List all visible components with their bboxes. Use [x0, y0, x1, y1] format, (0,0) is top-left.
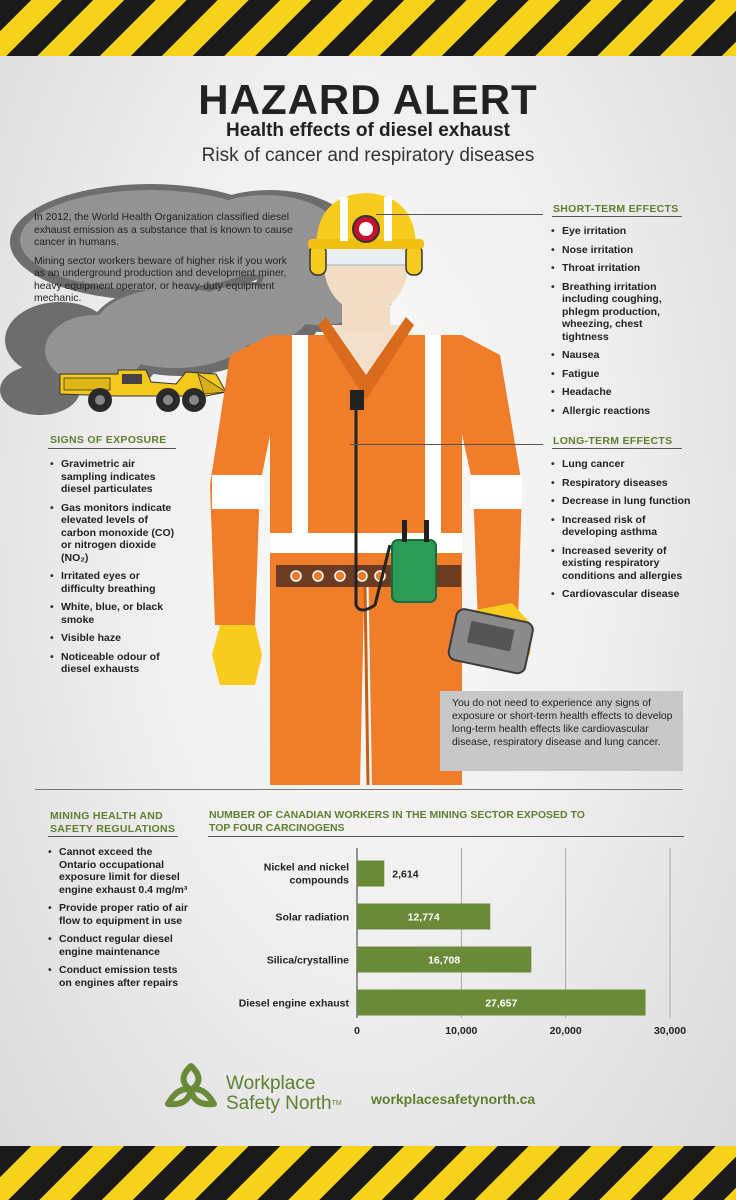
chart-tick-label: 30,000: [653, 1025, 687, 1037]
chart-value-label: 27,657: [485, 997, 518, 1010]
chart-title-rule: [208, 836, 684, 837]
intro-paragraph-2: Mining sector workers beware of higher risk if you work as an underground production and development miner, heavy equipment operator, or heavy-duty equipment mechanic.: [34, 255, 287, 304]
short-term-effect-item: • Nausea: [551, 349, 686, 362]
short-term-title: SHORT-TERM EFFECTS: [553, 203, 679, 215]
hazard-stripe-top: [0, 0, 736, 56]
chart-tick-label: 20,000: [549, 1025, 582, 1037]
page-subtitle: Health effects of diesel exhaust: [225, 120, 511, 141]
chart-bar: [357, 861, 384, 887]
leader-line-short-term: [376, 214, 543, 215]
regulation-item: • Conduct regular diesel engine maintenance: [48, 933, 188, 958]
section-divider: [35, 789, 683, 790]
exposure-sign-item: • Visible haze: [50, 632, 182, 645]
short-term-effect-item: • Fatigue: [551, 368, 686, 381]
chart-value-label: 12,774: [407, 911, 440, 924]
short-term-effect-item: • Breathing irritation including coughing, phlegm production, wheezing, chest tightness: [551, 281, 686, 344]
exposure-sign-item: • Gravimetric air sampling indicates diesel particulates: [50, 458, 182, 496]
short-term-effect-item: • Allergic reactions: [551, 405, 686, 418]
long-term-list: [551, 458, 691, 607]
long-term-title: LONG-TERM EFFECTS: [553, 435, 673, 447]
chart-value-label: 16,708: [428, 954, 461, 967]
logo-line-2: [226, 1094, 342, 1114]
website-link[interactable]: workplacesafetynorth.ca: [371, 1091, 536, 1107]
page-subtitle-secondary: Risk of cancer and respiratory diseases: [201, 145, 535, 166]
chart-tick-label: 0: [354, 1025, 360, 1037]
logo-line-2-text: Safety North: [226, 1093, 332, 1114]
regulation-item: • Provide proper ratio of air flow to equipment in use: [48, 902, 188, 927]
trademark-mark: TM: [331, 1100, 342, 1107]
regulations-title-line1: MINING HEALTH AND: [50, 810, 164, 822]
long-term-rule: [552, 448, 682, 449]
signs-rule: [48, 448, 176, 449]
short-term-effect-item: • Eye irritation: [551, 225, 686, 238]
chart-category-label: Diesel engine exhaust: [238, 997, 349, 1010]
chart-category-label: Silica/crystalline: [266, 954, 349, 967]
regulations-title: [50, 810, 175, 835]
chart-category-label: Solar radiation: [275, 911, 349, 924]
short-term-list: [551, 225, 686, 423]
exposure-sign-item: • White, blue, or black smoke: [50, 601, 182, 626]
regulations-rule: [48, 836, 178, 837]
bar-chart: [200, 842, 690, 1042]
callout-text: You do not need to experience any signs of exposure or short-term health effects to develop long-term health effects like cardiovascular disease, respiratory disease and lung cancer.: [452, 698, 673, 748]
short-term-effect-item: • Throat irritation: [551, 262, 686, 275]
chart-title: NUMBER OF CANADIAN WORKERS IN THE MINING SECTOR EXPOSED TO TOP FOUR CARCINOGENS: [209, 809, 585, 834]
regulations-title-line2: SAFETY REGULATIONS: [50, 822, 176, 835]
long-term-effect-item: • Increased risk of developing asthma: [551, 514, 691, 539]
chart-value-label: 2,614: [392, 868, 419, 881]
regulations-list: [48, 846, 188, 995]
chart-category-label: Nickel and nickel compounds: [263, 861, 349, 887]
wsn-logo-text: [226, 1074, 342, 1114]
signs-title: SIGNS OF EXPOSURE: [50, 434, 167, 446]
short-term-effect-item: • Headache: [551, 386, 686, 399]
long-term-effect-item: • Lung cancer: [551, 458, 691, 471]
wsn-logo-icon: [160, 1060, 222, 1118]
signs-list: [50, 458, 182, 682]
intro-paragraph-1: In 2012, the World Health Organization classified diesel exhaust emission as a substance that is known to cause cancer in humans.: [34, 212, 293, 248]
page-title: HAZARD ALERT: [198, 76, 538, 123]
long-term-effect-item: • Respiratory diseases: [551, 477, 691, 490]
hazard-stripe-bottom: [0, 1146, 736, 1200]
short-term-rule: [552, 216, 682, 217]
exposure-sign-item: • Gas monitors indicate elevated levels of carbon monoxide (CO) or nitrogen dioxide (NO₂): [50, 502, 182, 565]
regulation-item: • Conduct emission tests on engines after repairs: [48, 964, 188, 989]
exposure-sign-item: • Irritated eyes or difficulty breathing: [50, 570, 182, 595]
logo-line-1: Workplace: [226, 1073, 316, 1094]
long-term-effect-item: • Cardiovascular disease: [551, 588, 691, 601]
regulation-item: • Cannot exceed the Ontario occupational exposure limit for diesel engine exhaust 0.4 mg/m³: [48, 846, 188, 896]
short-term-effect-item: • Nose irritation: [551, 244, 686, 257]
chart-tick-label: 10,000: [445, 1025, 478, 1037]
long-term-effect-item: • Decrease in lung function: [551, 495, 691, 508]
leader-line-long-term: [350, 444, 543, 445]
exposure-sign-item: • Noticeable odour of diesel exhausts: [50, 651, 182, 676]
long-term-effect-item: • Increased severity of existing respiratory conditions and allergies: [551, 545, 691, 583]
